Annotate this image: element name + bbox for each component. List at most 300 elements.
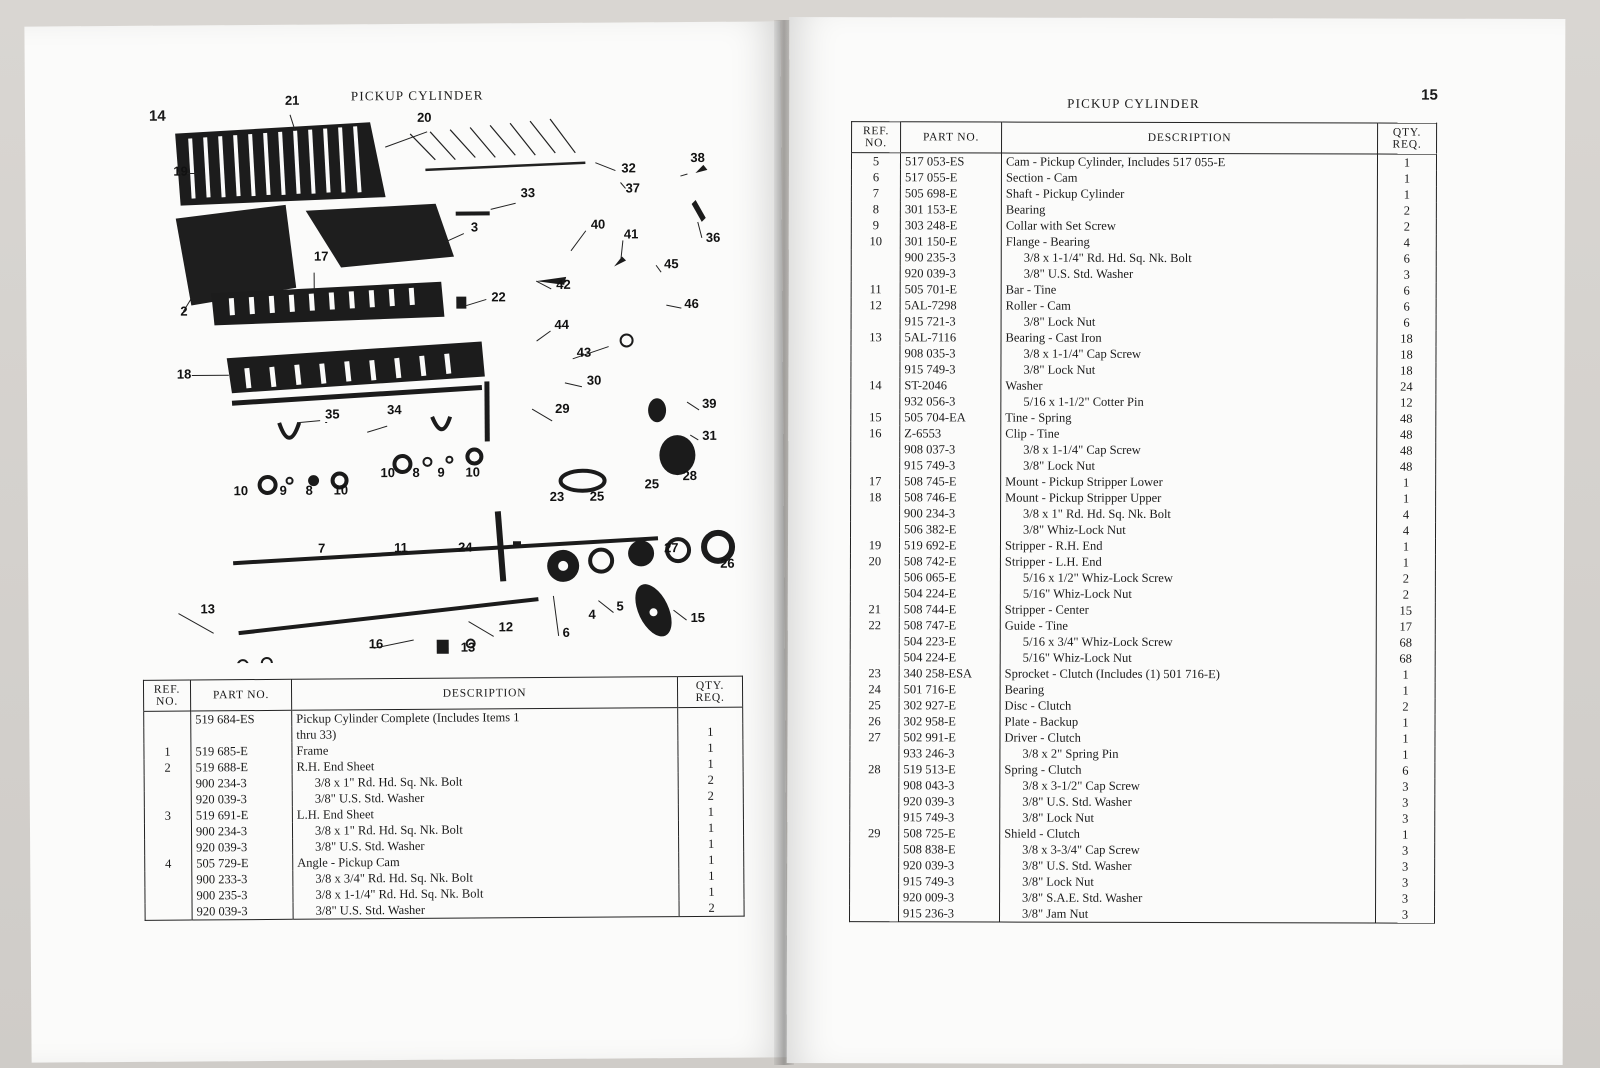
description-cell: R.H. End Sheet bbox=[292, 756, 678, 775]
ref-no-cell: 14 bbox=[869, 378, 882, 393]
callout-number: 20 bbox=[416, 109, 432, 125]
ref-no-cell bbox=[144, 824, 191, 840]
callout-number: 39 bbox=[701, 395, 717, 411]
description-cell: Clip - Tine bbox=[1001, 426, 1377, 443]
parts-table-row bbox=[850, 793, 1435, 811]
callout-number: 25 bbox=[589, 488, 605, 504]
ref-no-cell bbox=[145, 872, 192, 888]
callout-number: 15 bbox=[690, 609, 706, 626]
part-no-cell: 519 688-E bbox=[191, 759, 292, 776]
callout-leader-line bbox=[532, 409, 552, 421]
ref-no-cell: 11 bbox=[869, 282, 882, 297]
part-no-cell: 504 224-E bbox=[899, 585, 1000, 601]
part-no-cell: 303 248-E bbox=[900, 217, 1001, 233]
part-no-cell: 900 234-3 bbox=[191, 775, 292, 792]
description-cell: Stripper - L.H. End bbox=[1000, 554, 1376, 571]
qty-req-cell: 3 bbox=[1377, 267, 1436, 283]
ref-no-cell: 20 bbox=[868, 554, 882, 569]
ref-no-cell: 3 bbox=[164, 808, 172, 823]
left-page bbox=[24, 21, 787, 1062]
callout-leader-line bbox=[466, 299, 486, 305]
part-no-cell: 900 235-3 bbox=[900, 249, 1001, 265]
callout-number: 6 bbox=[562, 624, 570, 640]
parts-table-row bbox=[850, 649, 1435, 667]
description-cell: Shaft - Pickup Cylinder bbox=[1001, 186, 1377, 203]
description-cell: Tine - Spring bbox=[1001, 410, 1377, 427]
description-cell: Flange - Bearing bbox=[1001, 234, 1377, 251]
callout-leader-line bbox=[537, 331, 551, 341]
ref-no-cell bbox=[851, 249, 900, 265]
part-no-cell: 932 056-3 bbox=[900, 393, 1001, 409]
callout-number: 41 bbox=[623, 226, 639, 242]
callout-number: 10 bbox=[380, 465, 396, 481]
part-no-cell: 508 746-E bbox=[900, 489, 1001, 505]
ref-no-cell bbox=[144, 728, 191, 744]
callout-leader-line bbox=[571, 231, 586, 251]
ref-no-cell: 16 bbox=[869, 426, 882, 441]
description-cell: Disc - Clutch bbox=[1000, 698, 1376, 715]
description-cell: Bearing - Cast Iron bbox=[1001, 330, 1377, 347]
description-cell: Angle - Pickup Cam bbox=[293, 852, 679, 871]
ref-no-cell: 10 bbox=[869, 234, 883, 249]
parts-table-row bbox=[850, 601, 1435, 619]
ref-no-cell: 2 bbox=[164, 760, 171, 775]
parts-table-row bbox=[851, 393, 1436, 411]
part-no-cell: 508 742-E bbox=[899, 553, 1000, 569]
parts-table-row bbox=[851, 249, 1436, 267]
qty-req-cell: 3 bbox=[1376, 843, 1435, 859]
description-cell: 3/8 x 1" Rd. Hd. Sq. Nk. Bolt bbox=[1001, 506, 1377, 523]
ref-no-cell: 4 bbox=[165, 856, 172, 871]
callout-number: 19 bbox=[173, 163, 188, 179]
qty-req-cell bbox=[678, 707, 743, 724]
callout-leader-line bbox=[656, 265, 661, 272]
part-no-cell: 915 721-3 bbox=[900, 313, 1001, 329]
ref-no-cell bbox=[851, 265, 900, 281]
part-no-cell: 505 698-E bbox=[900, 185, 1001, 201]
description-cell: Mount - Pickup Stripper Upper bbox=[1001, 490, 1377, 507]
part-no-cell: 506 382-E bbox=[900, 521, 1001, 537]
ref-no-cell: 9 bbox=[872, 218, 879, 233]
parts-table-row bbox=[850, 617, 1435, 635]
ref-no-header: REF. NO. bbox=[852, 122, 901, 153]
ref-no-cell bbox=[850, 857, 899, 873]
part-no-cell: 908 043-3 bbox=[899, 777, 1000, 793]
callout-number: 3 bbox=[470, 219, 479, 235]
callout-number: 7 bbox=[317, 540, 326, 556]
part-no-cell: 501 716-E bbox=[899, 681, 1000, 697]
description-cell: Stripper - R.H. End bbox=[1000, 538, 1376, 555]
ref-no-cell bbox=[850, 745, 899, 761]
ref-no-cell: 19 bbox=[868, 538, 882, 553]
description-cell: 3/8" Lock Nut bbox=[1001, 362, 1377, 379]
right-parts-table bbox=[849, 121, 1437, 924]
callout-number: 12 bbox=[498, 619, 514, 635]
part-no-cell: 915 749-3 bbox=[899, 873, 1000, 889]
part-no-cell: 508 744-E bbox=[899, 601, 1000, 617]
part-no-cell: 508 725-E bbox=[899, 825, 1000, 841]
callout-number: 18 bbox=[176, 366, 192, 382]
right-table-body bbox=[850, 153, 1437, 924]
ref-no-header: REF. NO. bbox=[143, 680, 190, 711]
left-table-body bbox=[144, 707, 744, 920]
qty-req-cell: 2 bbox=[678, 772, 743, 788]
ref-no-cell bbox=[850, 809, 899, 825]
parts-table-row bbox=[850, 729, 1435, 747]
qty-req-cell: 48 bbox=[1377, 459, 1436, 475]
ref-no-cell bbox=[850, 793, 899, 809]
callout-number: 13 bbox=[460, 639, 476, 655]
description-cell: 5/16 x 1-1/2" Cotter Pin bbox=[1001, 394, 1377, 411]
left-parts-table bbox=[143, 676, 745, 921]
part-no-cell: 340 258-ESA bbox=[899, 665, 1000, 681]
ref-no-cell bbox=[144, 792, 191, 808]
qty-req-cell: 24 bbox=[1377, 379, 1436, 395]
parts-table-row bbox=[850, 633, 1435, 651]
ref-no-cell bbox=[851, 361, 900, 377]
callout-number: 30 bbox=[586, 372, 602, 388]
exploded-parts-illustration bbox=[135, 89, 779, 663]
part-no-cell: 519 684-ES bbox=[191, 710, 292, 727]
ref-no-cell: 5 bbox=[872, 154, 880, 169]
ref-no-cell bbox=[850, 889, 899, 905]
description-cell: 3/8" U.S. Std. Washer bbox=[1000, 858, 1376, 875]
qty-req-cell: 4 bbox=[1377, 523, 1436, 539]
part-no-cell: 900 234-3 bbox=[900, 505, 1001, 521]
ref-no-cell: 23 bbox=[868, 666, 881, 681]
qty-req-header: QTY. REQ. bbox=[677, 676, 742, 707]
callout-leader-line bbox=[553, 596, 558, 636]
description-cell: 3/8" Lock Nut bbox=[1001, 314, 1377, 331]
ref-no-cell: 24 bbox=[868, 682, 881, 697]
qty-req-cell: 2 bbox=[678, 788, 743, 804]
callout-number: 37 bbox=[625, 180, 641, 196]
qty-req-cell: 2 bbox=[1377, 203, 1436, 219]
callout-number: 2 bbox=[180, 303, 188, 319]
parts-table-row bbox=[851, 313, 1436, 331]
part-no-cell: 920 039-3 bbox=[899, 793, 1000, 809]
part-no-header: PART NO. bbox=[190, 679, 291, 711]
part-no-cell: 920 039-3 bbox=[191, 791, 292, 808]
qty-req-cell: 1 bbox=[1376, 731, 1435, 747]
ref-no-cell bbox=[851, 505, 900, 521]
description-cell: 3/8" Lock Nut bbox=[1000, 810, 1376, 827]
ref-no-cell: 25 bbox=[868, 698, 881, 713]
qty-req-cell: 2 bbox=[1376, 587, 1435, 603]
qty-req-cell: 1 bbox=[1377, 187, 1436, 203]
description-cell: Bearing bbox=[1000, 682, 1376, 699]
part-no-cell: 920 039-3 bbox=[192, 903, 293, 920]
part-no-cell: 517 055-E bbox=[900, 169, 1001, 185]
callout-leader-line bbox=[698, 222, 702, 238]
description-cell: 3/8 x 1" Rd. Hd. Sq. Nk. Bolt bbox=[292, 820, 678, 839]
parts-table-row bbox=[850, 745, 1435, 763]
description-cell: 3/8 x 3/4" Rd. Hd. Sq. Nk. Bolt bbox=[293, 868, 679, 887]
right-page-title: PICKUP CYLINDER bbox=[1067, 95, 1200, 112]
qty-req-cell: 48 bbox=[1377, 443, 1436, 459]
qty-req-cell: 1 bbox=[1376, 683, 1435, 699]
callout-number: 32 bbox=[621, 160, 636, 176]
bearing-flange-parts bbox=[259, 449, 481, 493]
callout-number: 9 bbox=[279, 482, 287, 498]
part-no-cell: ST-2046 bbox=[900, 377, 1001, 393]
ref-no-cell: 27 bbox=[868, 730, 881, 745]
callout-leader-line bbox=[446, 234, 464, 242]
description-cell: 5/16" Whiz-Lock Nut bbox=[1000, 650, 1376, 667]
parts-table-row bbox=[850, 825, 1435, 843]
part-no-cell: 504 224-E bbox=[899, 649, 1000, 665]
description-cell: 3/8 x 1-1/4" Cap Screw bbox=[1001, 442, 1377, 459]
part-no-header: PART NO. bbox=[901, 122, 1002, 153]
parts-table-row bbox=[850, 713, 1435, 731]
ref-no-cell: 15 bbox=[869, 410, 882, 425]
parts-table-row bbox=[851, 281, 1436, 299]
description-cell: 3/8 x 1" Rd. Hd. Sq. Nk. Bolt bbox=[292, 772, 678, 791]
ref-no-cell bbox=[851, 441, 900, 457]
qty-req-cell: 48 bbox=[1377, 411, 1436, 427]
ref-no-cell bbox=[145, 840, 192, 856]
part-no-cell: 302 927-E bbox=[899, 697, 1000, 713]
qty-req-cell: 3 bbox=[1376, 779, 1435, 795]
description-cell: Bar - Tine bbox=[1001, 282, 1377, 299]
qty-req-cell: 6 bbox=[1377, 315, 1436, 331]
part-no-cell: 505 701-E bbox=[900, 281, 1001, 297]
description-cell: 3/8" Lock Nut bbox=[1000, 874, 1376, 891]
qty-req-cell: 3 bbox=[1376, 811, 1435, 827]
qty-req-cell: 1 bbox=[678, 756, 743, 772]
part-no-cell: 301 153-E bbox=[900, 201, 1001, 217]
description-cell: 3/8" U.S. Std. Washer bbox=[293, 900, 679, 919]
description-cell: Frame bbox=[292, 740, 678, 759]
description-cell: Collar with Set Screw bbox=[1001, 218, 1377, 235]
parts-table-row bbox=[851, 441, 1436, 459]
ref-no-cell bbox=[850, 585, 899, 601]
description-cell: Shield - Clutch bbox=[1000, 826, 1376, 843]
description-header: DESCRIPTION bbox=[1002, 122, 1378, 154]
description-cell: 3/8" Jam Nut bbox=[1000, 906, 1376, 923]
part-no-cell: 908 035-3 bbox=[900, 345, 1001, 361]
parts-table-row bbox=[145, 900, 744, 921]
description-cell: Bearing bbox=[1001, 202, 1377, 219]
parts-table-row bbox=[851, 425, 1436, 443]
description-cell: 3/8 x 1-1/4" Cap Screw bbox=[1001, 346, 1377, 363]
part-no-cell: 933 246-3 bbox=[899, 745, 1000, 761]
parts-table-row bbox=[851, 233, 1436, 251]
ref-no-cell bbox=[850, 905, 899, 922]
part-no-cell: 519 691-E bbox=[191, 807, 292, 824]
qty-req-cell: 48 bbox=[1377, 427, 1436, 443]
callout-number: 13 bbox=[200, 601, 215, 617]
qty-req-cell: 3 bbox=[1376, 859, 1435, 875]
callout-number: 10 bbox=[333, 482, 349, 498]
qty-req-cell: 68 bbox=[1376, 635, 1435, 651]
parts-table-row bbox=[850, 889, 1435, 907]
qty-req-cell: 6 bbox=[1376, 763, 1435, 779]
right-page bbox=[787, 17, 1566, 1065]
qty-req-cell: 1 bbox=[679, 836, 744, 852]
qty-req-cell: 1 bbox=[1377, 475, 1436, 491]
right-table-header-row bbox=[852, 122, 1437, 155]
callout-number: 26 bbox=[720, 555, 735, 571]
parts-table-row bbox=[851, 265, 1436, 283]
parts-table-row bbox=[850, 809, 1435, 827]
ref-no-cell bbox=[145, 904, 192, 921]
part-no-cell: 900 234-3 bbox=[191, 823, 292, 840]
qty-req-cell: 2 bbox=[1377, 219, 1436, 235]
callout-number: 17 bbox=[313, 248, 329, 264]
callout-number: 8 bbox=[412, 464, 420, 480]
part-no-cell: 920 039-3 bbox=[900, 265, 1001, 281]
tine-bar-part bbox=[410, 119, 585, 170]
parts-table-row bbox=[851, 521, 1436, 539]
qty-req-cell: 4 bbox=[1377, 507, 1436, 523]
callout-number: 10 bbox=[233, 483, 249, 499]
part-no-cell: 900 235-3 bbox=[192, 887, 293, 904]
parts-table-row bbox=[851, 153, 1436, 171]
qty-req-cell: 1 bbox=[1376, 539, 1435, 555]
qty-req-cell: 1 bbox=[678, 804, 743, 820]
part-no-cell: 920 039-3 bbox=[899, 857, 1000, 873]
callout-number: 35 bbox=[325, 406, 340, 422]
part-no-cell: 519 692-E bbox=[899, 537, 1000, 553]
parts-table-row bbox=[851, 185, 1436, 203]
part-no-cell bbox=[191, 727, 292, 744]
qty-req-cell: 4 bbox=[1377, 235, 1436, 251]
description-cell: Section - Cam bbox=[1001, 170, 1377, 187]
callout-number: 43 bbox=[576, 344, 592, 360]
callout-number: 36 bbox=[705, 229, 721, 245]
description-cell: 3/8" S.A.E. Std. Washer bbox=[1000, 890, 1376, 907]
part-no-cell: 508 838-E bbox=[899, 841, 1000, 857]
qty-req-cell: 3 bbox=[1376, 891, 1435, 907]
callout-leader-line bbox=[491, 203, 516, 209]
callout-number: 29 bbox=[555, 400, 570, 416]
parts-table-row bbox=[851, 297, 1436, 315]
parts-table-row bbox=[851, 345, 1436, 363]
part-no-cell: 519 685-E bbox=[191, 743, 292, 760]
ref-no-cell bbox=[850, 649, 899, 665]
parts-table-row bbox=[850, 537, 1435, 555]
ref-no-cell: 1 bbox=[164, 744, 171, 759]
ref-no-cell bbox=[144, 711, 191, 728]
part-no-cell: 508 745-E bbox=[900, 473, 1001, 489]
callout-number: 5 bbox=[616, 598, 624, 614]
description-header: DESCRIPTION bbox=[291, 677, 677, 711]
part-no-cell: 915 236-3 bbox=[899, 905, 1000, 922]
qty-req-cell: 3 bbox=[1376, 907, 1435, 924]
qty-req-cell: 6 bbox=[1377, 299, 1436, 315]
callout-leader-line bbox=[680, 174, 687, 176]
callout-number: 8 bbox=[305, 482, 313, 498]
ref-no-cell: 13 bbox=[869, 330, 882, 345]
description-cell: thru 33) bbox=[292, 724, 678, 743]
callout-number: 34 bbox=[387, 402, 402, 418]
qty-req-cell: 1 bbox=[1376, 747, 1435, 763]
callout-number: 24 bbox=[457, 539, 473, 555]
description-cell: 3/8" Lock Nut bbox=[1001, 458, 1377, 475]
qty-req-cell: 18 bbox=[1377, 347, 1436, 363]
description-cell: 3/8" U.S. Std. Washer bbox=[293, 836, 679, 855]
callout-number: 4 bbox=[588, 606, 596, 622]
description-cell: 5/16 x 3/4" Whiz-Lock Screw bbox=[1000, 634, 1376, 651]
part-no-cell: 502 991-E bbox=[899, 729, 1000, 745]
ref-no-cell bbox=[851, 457, 900, 473]
parts-table-row bbox=[850, 681, 1435, 699]
parts-table-row bbox=[851, 361, 1436, 379]
parts-table-row bbox=[850, 857, 1435, 875]
ref-no-cell bbox=[850, 569, 899, 585]
callout-number: 10 bbox=[465, 464, 481, 480]
callout-leader-line bbox=[565, 383, 582, 387]
qty-req-cell: 1 bbox=[1376, 667, 1435, 683]
description-cell: 3/8 x 2" Spring Pin bbox=[1000, 746, 1376, 763]
callout-number: 28 bbox=[682, 467, 698, 484]
callout-number: 23 bbox=[549, 488, 565, 504]
part-no-cell: 920 009-3 bbox=[899, 889, 1000, 905]
part-no-cell: 508 747-E bbox=[899, 617, 1000, 633]
part-no-cell: 915 749-3 bbox=[899, 809, 1000, 825]
description-cell: 3/8 x 3-3/4" Cap Screw bbox=[1000, 842, 1376, 859]
parts-table-row bbox=[851, 457, 1436, 475]
ref-no-cell bbox=[851, 393, 900, 409]
left-page-number: 14 bbox=[148, 107, 166, 125]
parts-table-row bbox=[851, 201, 1436, 219]
callout-leader-line bbox=[469, 621, 494, 636]
description-cell: Cam - Pickup Cylinder, Includes 517 055-E bbox=[1001, 153, 1377, 170]
description-cell: 3/8" U.S. Std. Washer bbox=[292, 788, 678, 807]
callout-leader-line bbox=[595, 163, 615, 171]
qty-req-cell: 1 bbox=[679, 868, 744, 884]
callout-leader-line bbox=[666, 305, 681, 308]
callout-number: 31 bbox=[702, 427, 717, 443]
parts-table-row bbox=[851, 169, 1436, 187]
callout-leader-line bbox=[621, 240, 623, 258]
callout-number: 25 bbox=[644, 476, 660, 492]
description-cell: 3/8" U.S. Std. Washer bbox=[1000, 794, 1376, 811]
parts-table-row bbox=[851, 489, 1436, 507]
callout-number: 11 bbox=[393, 539, 408, 556]
description-cell: Mount - Pickup Stripper Lower bbox=[1001, 474, 1377, 491]
callout-number: 38 bbox=[690, 149, 705, 166]
callout-number: 44 bbox=[554, 316, 570, 332]
qty-req-cell: 1 bbox=[678, 820, 743, 836]
ref-no-cell: 12 bbox=[869, 298, 882, 313]
callout-leader-line bbox=[690, 435, 698, 440]
right-page-number: 15 bbox=[1421, 86, 1438, 104]
ref-no-cell bbox=[851, 313, 900, 329]
parts-table-row bbox=[850, 873, 1435, 891]
ref-no-cell: 6 bbox=[872, 170, 880, 185]
left-table-header-row bbox=[143, 676, 742, 711]
ref-no-cell: 29 bbox=[867, 826, 881, 841]
callout-leader-line bbox=[297, 421, 320, 423]
callout-leader-line bbox=[598, 601, 613, 613]
part-no-cell: 915 749-3 bbox=[900, 457, 1001, 473]
part-no-cell: Z-6553 bbox=[900, 425, 1001, 441]
qty-req-cell: 1 bbox=[1376, 827, 1435, 843]
qty-req-cell: 6 bbox=[1377, 283, 1436, 299]
callout-number: 42 bbox=[556, 276, 571, 292]
parts-table-row bbox=[850, 569, 1435, 587]
qty-req-cell: 18 bbox=[1377, 363, 1436, 379]
description-cell: 3/8 x 1-1/4" Rd. Hd. Sq. Nk. Bolt bbox=[1001, 250, 1377, 267]
parts-table-row bbox=[850, 665, 1435, 683]
ref-no-cell: 28 bbox=[868, 762, 881, 777]
ref-no-cell: 17 bbox=[868, 474, 882, 489]
qty-req-cell: 6 bbox=[1377, 251, 1436, 267]
qty-req-cell: 17 bbox=[1376, 619, 1435, 635]
ref-no-cell: 8 bbox=[872, 202, 880, 217]
